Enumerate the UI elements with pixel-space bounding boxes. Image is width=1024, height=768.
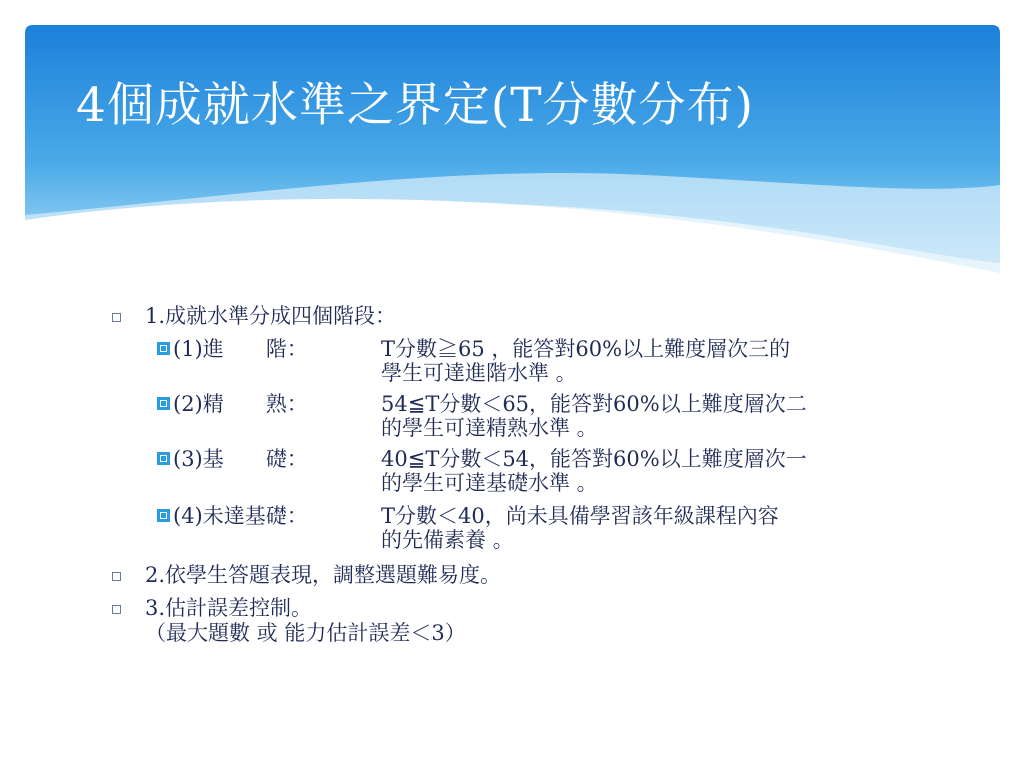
sub-item-text-cont: 的學生可達基礎水準 。 bbox=[381, 471, 598, 495]
sub-item-label: (4)未達基礎： bbox=[173, 504, 308, 528]
bullet-item-1: 1.成就水準分成四個階段： bbox=[145, 304, 397, 328]
sub-item-label: (1)進 階： bbox=[173, 337, 308, 361]
bullet-item-3-note: （最大題數 或 能力估計誤差＜3） bbox=[145, 621, 466, 645]
sub-item-text: 40≦T分數＜54，能答對60%以上難度層次一 bbox=[381, 447, 807, 471]
bullet-item-2: 2.依學生答題表現，調整選題難易度。 bbox=[145, 563, 502, 587]
square-bullet-icon bbox=[157, 342, 170, 355]
sub-item-label: (2)精 熟： bbox=[173, 392, 308, 416]
square-bullet-icon bbox=[157, 397, 170, 410]
sub-item-text: T分數＜40，尚未具備學習該年級課程內容 bbox=[381, 504, 779, 528]
square-bullet-icon bbox=[157, 452, 170, 465]
hollow-square-bullet-icon bbox=[112, 313, 121, 322]
slide-title: 4個成就水準之界定(T分數分布) bbox=[76, 78, 754, 133]
hollow-square-bullet-icon bbox=[112, 605, 121, 614]
bullet-item-3: 3.估計誤差控制。 bbox=[145, 596, 313, 620]
sub-item-text-cont: 的先備素養 。 bbox=[381, 528, 514, 552]
square-bullet-icon bbox=[157, 509, 170, 522]
sub-item-text: T分數≧65 ，能答對60%以上難度層次三的 bbox=[381, 337, 791, 361]
sub-item-label: (3)基 礎： bbox=[173, 447, 308, 471]
sub-item-text-cont: 的學生可達精熟水準 。 bbox=[381, 416, 598, 440]
hollow-square-bullet-icon bbox=[112, 572, 121, 581]
sub-item-text-cont: 學生可達進階水準 。 bbox=[381, 361, 577, 385]
sub-item-text: 54≦T分數＜65，能答對60%以上難度層次二 bbox=[381, 392, 807, 416]
